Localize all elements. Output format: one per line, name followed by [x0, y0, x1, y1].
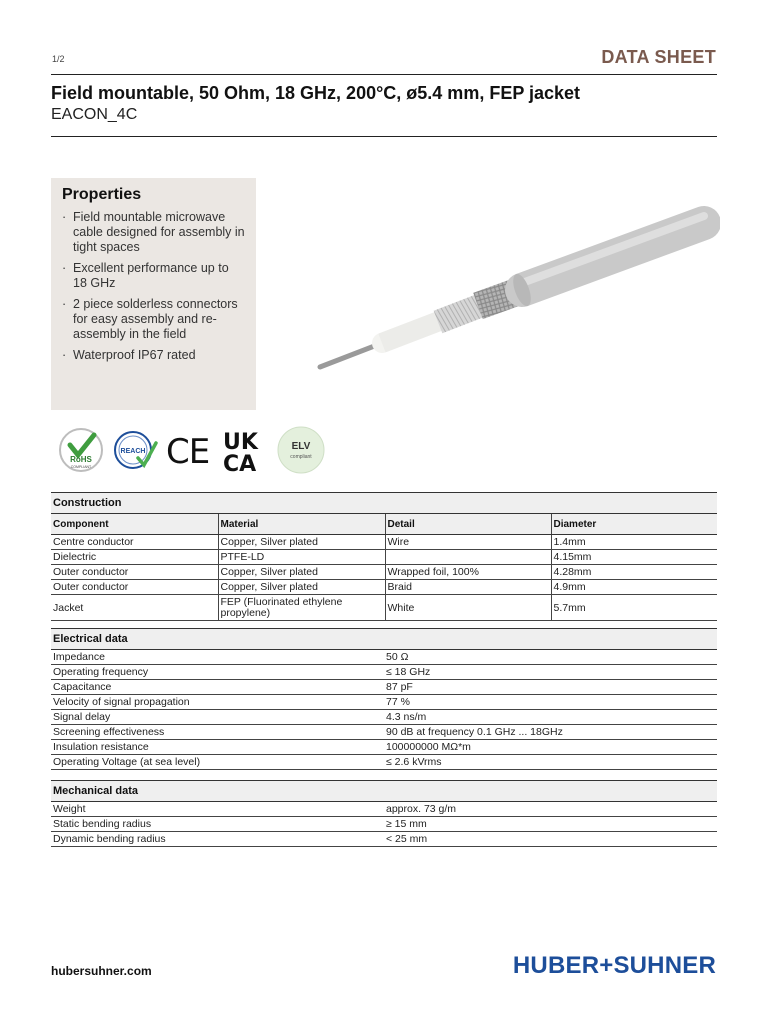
electrical-heading: Electrical data [51, 629, 717, 650]
table-row [51, 535, 717, 550]
reach-logo [115, 432, 156, 468]
table-cell: PTFE-LD [218, 550, 385, 565]
table-cell: Braid [385, 580, 551, 595]
column-header: Material [218, 514, 385, 535]
table-cell: Operating Voltage (at sea level) [51, 755, 384, 770]
table-cell: 4.15mm [551, 550, 717, 565]
table-cell: 1.4mm [551, 535, 717, 550]
property-item: · 2 piece solderless connectors for easy assembly and re-assembly in the field [62, 297, 246, 342]
table-cell: ≥ 15 mm [384, 817, 717, 832]
mechanical-heading: Mechanical data [51, 781, 717, 802]
website-link[interactable]: hubersuhner.com [51, 964, 152, 978]
electrical-table [51, 628, 717, 770]
page-number: 1/2 [52, 54, 65, 64]
title-rule [51, 136, 717, 137]
mechanical-table [51, 780, 717, 847]
table-cell: < 25 mm [384, 832, 717, 847]
document-type: DATA SHEET [601, 47, 716, 67]
reach-label: REACH [120, 448, 146, 455]
table-cell: Copper, Silver plated [218, 580, 385, 595]
table-cell: 50 Ω [384, 650, 717, 665]
table-cell: Insulation resistance [51, 740, 384, 755]
table-row [51, 680, 717, 695]
rohs-logo [60, 429, 102, 471]
table-cell: Copper, Silver plated [218, 535, 385, 550]
column-header: Detail [385, 514, 551, 535]
page-title: Field mountable, 50 Ohm, 18 GHz, 200°C, ø5.4 mm, FEP jacket [51, 83, 581, 103]
property-item: · Field mountable microwave cable designed for assembly in tight spaces [62, 210, 246, 255]
table-cell: 90 dB at frequency 0.1 GHz ... 18GHz [384, 725, 717, 740]
table-row [51, 650, 717, 665]
table-cell: ≤ 18 GHz [384, 665, 717, 680]
column-header: Diameter [551, 514, 717, 535]
property-item: · Excellent performance up to 18 GHz [62, 261, 246, 291]
table-row [51, 817, 717, 832]
table-row [51, 565, 717, 580]
table-cell: 100000000 MΩ*m [384, 740, 717, 755]
cable-image [310, 205, 720, 375]
company-logo: HUBER+SUHNER [512, 952, 716, 979]
table-cell [385, 550, 551, 565]
table-cell: Velocity of signal propagation [51, 695, 384, 710]
table-cell: Wire [385, 535, 551, 550]
table-cell: ≤ 2.6 kVrms [384, 755, 717, 770]
outer-foil [438, 305, 482, 322]
table-row [51, 665, 717, 680]
table-row [51, 802, 717, 817]
table-row [51, 740, 717, 755]
table-cell: Impedance [51, 650, 384, 665]
construction-heading: Construction [51, 493, 717, 514]
properties-panel [51, 178, 256, 410]
table-row [51, 755, 717, 770]
table-row [51, 695, 717, 710]
table-cell: Dynamic bending radius [51, 832, 384, 847]
certification-logos [58, 425, 358, 475]
table-cell: approx. 73 g/m [384, 802, 717, 817]
product-code: EACON_4C [51, 106, 138, 123]
rohs-label: RoHS [70, 455, 92, 464]
table-cell: Operating frequency [51, 665, 384, 680]
table-cell: Jacket [51, 595, 218, 621]
header-rule [51, 74, 717, 75]
table-row [51, 832, 717, 847]
table-cell: Capacitance [51, 680, 384, 695]
ukca-mark-bottom: CA [223, 452, 257, 475]
table-cell: FEP (Fluorinated ethylene propylene) [218, 595, 385, 621]
table-cell: Outer conductor [51, 565, 218, 580]
table-row [51, 580, 717, 595]
table-cell: Copper, Silver plated [218, 565, 385, 580]
ce-mark: CE [166, 432, 210, 472]
ukca-mark-top: UK [223, 430, 258, 455]
table-cell: 4.9mm [551, 580, 717, 595]
elv-logo [278, 427, 324, 473]
table-cell: 5.7mm [551, 595, 717, 621]
table-row [51, 550, 717, 565]
table-cell: 4.28mm [551, 565, 717, 580]
properties-list [62, 210, 246, 363]
table-cell: 4.3 ns/m [384, 710, 717, 725]
jacket [522, 223, 704, 290]
table-cell: 77 % [384, 695, 717, 710]
properties-heading: Properties [62, 186, 142, 203]
table-cell: Centre conductor [51, 535, 218, 550]
table-cell: Dielectric [51, 550, 218, 565]
table-cell: Screening effectiveness [51, 725, 384, 740]
table-cell: Outer conductor [51, 580, 218, 595]
elv-label: ELV [291, 441, 311, 452]
table-cell: Wrapped foil, 100% [385, 565, 551, 580]
elv-sub-label: compliant [290, 454, 312, 460]
table-cell: Signal delay [51, 710, 384, 725]
construction-table [51, 492, 717, 621]
column-header: Component [51, 514, 218, 535]
table-cell: Static bending radius [51, 817, 384, 832]
table-cell: 87 pF [384, 680, 717, 695]
table-cell: Weight [51, 802, 384, 817]
table-cell: White [385, 595, 551, 621]
table-row [51, 725, 717, 740]
rohs-sub-label: COMPLIANT [70, 465, 92, 469]
table-row [51, 595, 717, 621]
property-item: · Waterproof IP67 rated [62, 348, 246, 363]
table-row [51, 710, 717, 725]
